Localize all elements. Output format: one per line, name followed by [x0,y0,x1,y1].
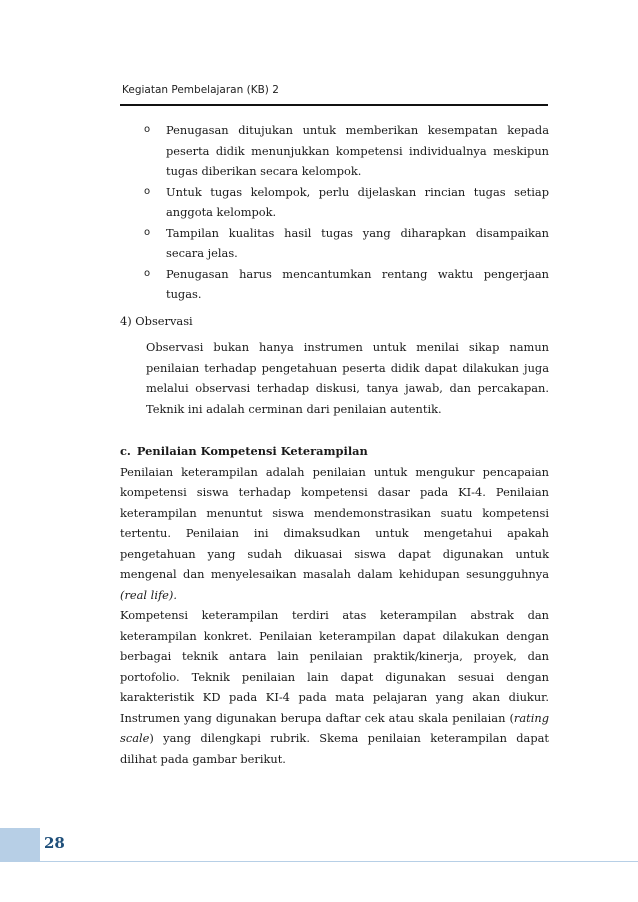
paragraph-2 [120,605,549,769]
page-number: 28 [44,834,65,852]
section-letter: c. [120,444,131,458]
bullet-text: Tampilan kualitas hasil tugas yang diharapkan disampaikan secara jelas. [166,225,549,260]
paragraph-1-text: Penilaian keterampilan adalah penilaian untuk mengukur pencapaian kompetensi siswa terhadap kompetensi dasar pada KI-4. Penilaian keterampilan menuntut siswa mendemonstrasikan suatu kompetensi tertentu. Penilaian ini dimaksudkan untuk mengetahui apakah pengetahuan yang sudah dikuasai siswa dapat digunakan untuk mengenal dan menyelesaikan masalah dalam kehidupan sesungguhnya [120,464,549,581]
list-item [144,223,549,264]
page-content [120,120,549,769]
page-number-badge [0,828,40,862]
observasi-item [120,311,549,420]
list-item [144,120,549,182]
bullet-list [120,120,549,305]
bullet-text: Penugasan harus mencantumkan rentang waktu pengerjaan tugas. [166,266,549,301]
header-rule [120,104,548,106]
bullet-icon: o [144,185,151,197]
observasi-heading: 4) Observasi [120,313,193,328]
paragraph-2-text-b: ) yang dilengkapi rubrik. Skema penilaian keterampilan dapat dilihat pada gambar berikut. [120,731,549,766]
list-item [144,182,549,223]
paragraph-1 [120,462,549,606]
list-item [144,264,549,305]
bullet-text: Penugasan ditujukan untuk memberikan kesempatan kepada peserta didik menunjukkan kompetensi individualnya meskipun tugas diberikan secara kelompok. [166,123,549,178]
section-title: Penilaian Kompetensi Keterampilan [136,444,368,458]
bullet-icon: o [144,124,151,135]
bullet-text: Untuk tugas kelompok, perlu dijelaskan rincian tugas setiap anggota kelompok. [166,184,549,219]
paragraph-2-text-a: Kompetensi keterampilan terdiri atas keterampilan abstrak dan keterampilan konkret. Penilaian keterampilan dapat dilakukan dengan berbagai teknik antara lain penilaian praktik/kinerja, proyek, dan portofolio. Teknik penilaian lain dapat digunakan sesuai dengan karakteristik KD pada KI-4 pada mata pelajaran yang akan diukur. Instrumen yang digunakan berupa daftar cek atau skala penilaian ( [120,608,549,725]
footer-rule [40,861,638,862]
running-header: Kegiatan Pembelajaran (KB) 2 [122,84,279,96]
paragraph-2-italic: rating scale [120,710,549,745]
bullet-icon: o [144,267,151,279]
observasi-text: Observasi bukan hanya instrumen untuk menilai sikap namun penilaian terhadap pengetahuan peserta didik dapat dilakukan juga melalui observasi terhadap diskusi, tanya jawab, dan percakapan. Teknik ini adalah cerminan dari penilaian autentik. [146,340,549,416]
paragraph-1-italic: (real life). [120,587,177,602]
section-heading [120,441,549,462]
bullet-icon: o [144,226,151,238]
